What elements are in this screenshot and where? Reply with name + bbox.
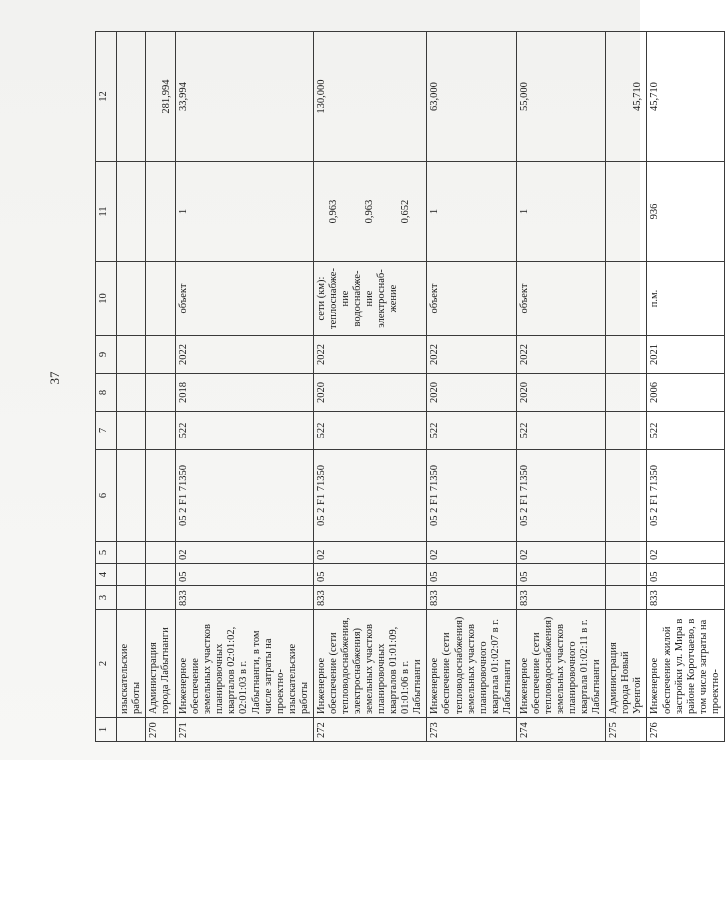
header-cell: 6 bbox=[96, 450, 117, 542]
page-margin-bottom bbox=[0, 760, 640, 905]
rotated-table-wrapper bbox=[95, 32, 721, 742]
row-number: 274 bbox=[516, 718, 605, 742]
row-number: 275 bbox=[606, 718, 647, 742]
table-row: 274 Инженерное обеспечение (сети тепловодоснабжения) земельных участков планировочного квартала 01:02:11 в г. Лабытнанги 833 05 02 05 2 F1 71350 522 2020 2022 объект 1 55,000 bbox=[516, 32, 605, 742]
table-row bbox=[606, 32, 647, 742]
table-row: 276 Инженерное обеспечение жилой застройки ул. Мира в районе Коротчаево, в том числе затраты на проектно- 833 05 02 05 2 F1 71350 522 2006 2021 п.м. 936 45,710 bbox=[647, 32, 724, 742]
row-name: Инженерное обеспечение (сети тепловодоснабжения) земельных участков планировочного квартала 01:02:07 в г. Лабытнанги bbox=[427, 610, 516, 718]
row-name: Администрация города Новый Уренгой bbox=[606, 610, 647, 718]
row-name: Инженерное обеспечение (сети тепловодоснабжения, электроснабжения) земельных участков планировочных кварталов 01:01:09, 01:01:06 в г. Лабытнанги bbox=[313, 610, 427, 718]
row-name: Администрация города Лабытнанги bbox=[146, 610, 176, 718]
row-number: 276 bbox=[647, 718, 724, 742]
amount: 281,994 bbox=[146, 32, 176, 162]
header-cell: 7 bbox=[96, 412, 117, 450]
header-cell: 12 bbox=[96, 32, 117, 162]
header-cell: 5 bbox=[96, 542, 117, 564]
row-number: 270 bbox=[146, 718, 176, 742]
header-cell: 11 bbox=[96, 162, 117, 262]
units-cell: сети (км): теплоснабже- ние водоснабже- ние электроснаб- жение bbox=[313, 262, 427, 336]
header-cell: 8 bbox=[96, 374, 117, 412]
header-cell: 3 bbox=[96, 586, 117, 610]
amount: 33,994 bbox=[176, 32, 314, 162]
data-table bbox=[95, 31, 725, 742]
amount: 45,710 bbox=[606, 32, 647, 162]
amount: 63,000 bbox=[427, 32, 516, 162]
page-number: 37 bbox=[47, 371, 62, 385]
row-name: Инженерное обеспечение жилой застройки ул. Мира в районе Коротчаево, в том числе затраты на проектно- bbox=[647, 610, 724, 718]
header-cell: 4 bbox=[96, 564, 117, 586]
header-row bbox=[96, 32, 117, 742]
row-name: Инженерное обеспечение земельных участков планировочных кварталов 02:01:02, 02:01:03 в г. Лабытнанги, в том числе затраты на проектно-изыскательские работы bbox=[176, 610, 314, 718]
carry-row bbox=[117, 32, 146, 742]
header-cell: 1 bbox=[96, 718, 117, 742]
header-cell: 9 bbox=[96, 336, 117, 374]
header-cell: 2 bbox=[96, 610, 117, 718]
table-row bbox=[146, 32, 176, 742]
amount: 45,710 bbox=[647, 32, 724, 162]
quantity-cell: 0,963 0,963 0,652 bbox=[313, 162, 427, 262]
row-name: Инженерное обеспечение (сети тепловодоснабжения) земельных участков планировочного квартала 01:02:11 в г. Лабытнанги bbox=[516, 610, 605, 718]
amount: 130,000 bbox=[313, 32, 427, 162]
table-row: 271 Инженерное обеспечение земельных участков планировочных кварталов 02:01:02, 02:01:03 в г. Лабытнанги, в том числе затраты на проектно-изыскательские работы 833 05 02 05 2 F1 71350 522 2018 2022 объект 1 33,994 bbox=[176, 32, 314, 742]
table-row: 272 Инженерное обеспечение (сети тепловодоснабжения, электроснабжения) земельных участков планировочных кварталов 01:01:09, 01:01:06 в г. Лабытнанги 833 05 02 05 2 F1 71350 522 2020 2022 сети (км): теплоснабже- ние водоснабже- ние электроснаб- жение 0,963 0,963 0,652 130,000 bbox=[313, 32, 427, 742]
row-number: 272 bbox=[313, 718, 427, 742]
row-number: 271 bbox=[176, 718, 314, 742]
carry-text: изыскательские работы bbox=[117, 610, 146, 718]
header-cell: 10 bbox=[96, 262, 117, 336]
table-row: 273 Инженерное обеспечение (сети тепловодоснабжения) земельных участков планировочного квартала 01:02:07 в г. Лабытнанги 833 05 02 05 2 F1 71350 522 2020 2022 объект 1 63,000 bbox=[427, 32, 516, 742]
row-number: 273 bbox=[427, 718, 516, 742]
amount: 55,000 bbox=[516, 32, 605, 162]
